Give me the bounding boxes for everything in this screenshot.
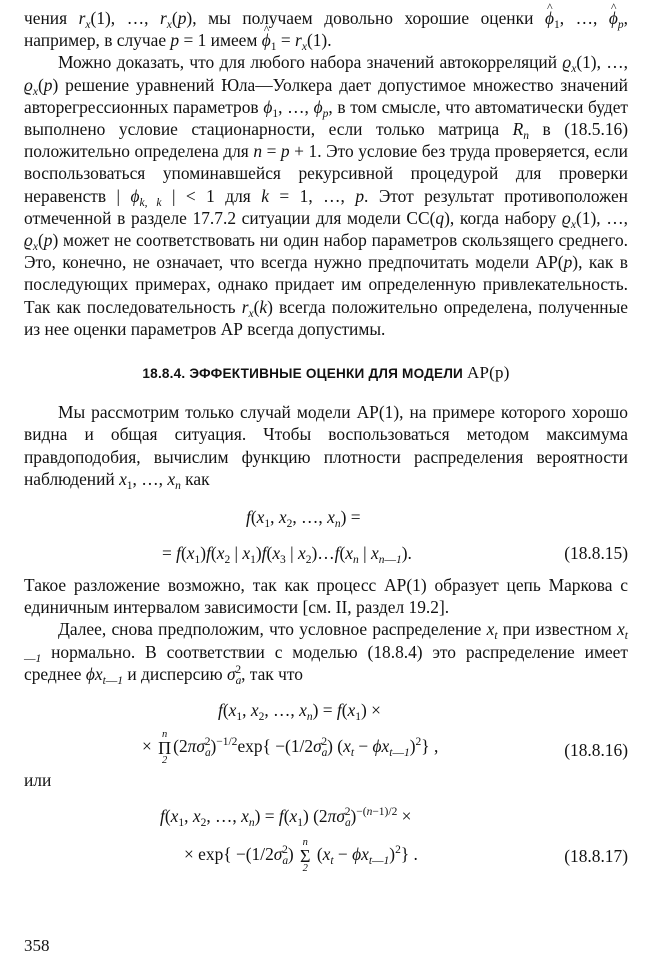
equation-number-18-8-16: (18.8.16) [564, 740, 628, 761]
section-heading-label: 18.8.4. ЭФФЕКТИВНЫЕ ОЦЕНКИ ДЛЯ МОДЕЛИ [142, 366, 464, 382]
page-number: 358 [24, 936, 50, 955]
equation-number-18-8-17: (18.8.17) [564, 846, 628, 867]
paragraph-markov: Такое разложение возможно, так как процесс АР(1) образует цепь Маркова с единичным интервалом зависимости [см. II, раздел 19.2]. [24, 575, 628, 618]
equation-density-product-lhs: $f(x_1$, $x_2$, …, $x_n) = f(x_1)$ × [218, 700, 381, 724]
section-heading-model: АР(p) [467, 363, 510, 383]
paragraph-ar1-likelihood: Мы рассмотрим только случай модели АР(1), на примере которого хорошо видна и общая ситуация. Чтобы воспользоваться методом максимума правдоподобия, вычислим функцию плотности распределения вероятности наблюдений $x_1$, …, $x_n$ как [24, 402, 628, 492]
equation-18-8-17: × $\exp\{ -(1/2\sigma_a^2)$ n Σ 2 $(x_t - \phi x_{t—1})^2$} . (18.8.17) [184, 837, 628, 875]
equation-18-8-16: × n Π 2 $(2\pi\sigma_a^2)^{-1/2}\exp\{ -(1/2\sigma_a^2) (x_t - \phi x_{t—1})^2\}$ , (18.8.16) [142, 729, 628, 767]
paragraph-intro-continuation: чения $r_x(1)$, …, $r_x(p)$, мы получаем довольно хорошие оценки ^ $\phi_1$, …, ^ $\phi_p$, например, в случае p = 1 имеем ^ $\phi_1 = r_x(1)$. [24, 7, 628, 51]
paragraph-yule-walker: Можно доказать, что для любого набора значений автокорреляций $ϱ_x(1)$, …, $ϱ_x(p)$ решение уравнений Юла—Уолкера дает допустимое множество значений авторегрессионных параметров $\phi_1$, …, $\phi_p$, в том смысле, что автоматически будет выполнено условие стационарности, если только матрица $R_n$ в (18.5.16) положительно определена для n = p + 1. Это условие без труда проверяется, если воспользоваться упоминавшейся рекурсивной процедурой для проверки неравенств | $\phi_{k, k}$ | < 1 для k = 1, …, p. Этот результат противоположен отмеченной в разделе 17.7.2 ситуации для модели СС(q), когда набору $ϱ_x(1)$, …, $ϱ_x(p)$ может не соответствовать ни один набор параметров скользящего среднего. Это, конечно, не означает, что всегда нужно предпочитать модели АР(p), как в последующих примерах, однако придает им определенную привлекательность. Так как последовательность $r_x(k)$ всегда положительно определена, полученные из нее оценки параметров АР всегда допустимы. [24, 52, 629, 339]
equation-joint-density-lhs: $f(x_1$, $x_2$, …, $x_n$) = [246, 507, 361, 531]
section-heading [24, 362, 628, 385]
equation-number-18-8-15: (18.8.15) [564, 543, 628, 564]
equation-density-closed-lhs: $f(x_1$, $x_2$, …, $x_n) = f(x_1)$ $(2\pi\sigma_a^2)^{-(n-1)/2}$ × [160, 806, 412, 830]
equation-18-8-15: = $f(x_1)f(x_2$ | $x_1)f(x_3$ | $x_2)\dots f(x_n$ | $x_{n—1}$). (18.8.15) [162, 543, 628, 567]
paragraph-conditional-normal: Далее, снова предположим, что условное распределение $x_t$ при известном $x_{t—1}$ нормально. В соответствии с моделью (18.8.4) это распределение имеет среднее $\phi x_{t—1}$ и дисперсию $\sigma_a^2$, так что [24, 619, 628, 687]
page [24, 7, 629, 875]
word-or: или [24, 770, 52, 791]
